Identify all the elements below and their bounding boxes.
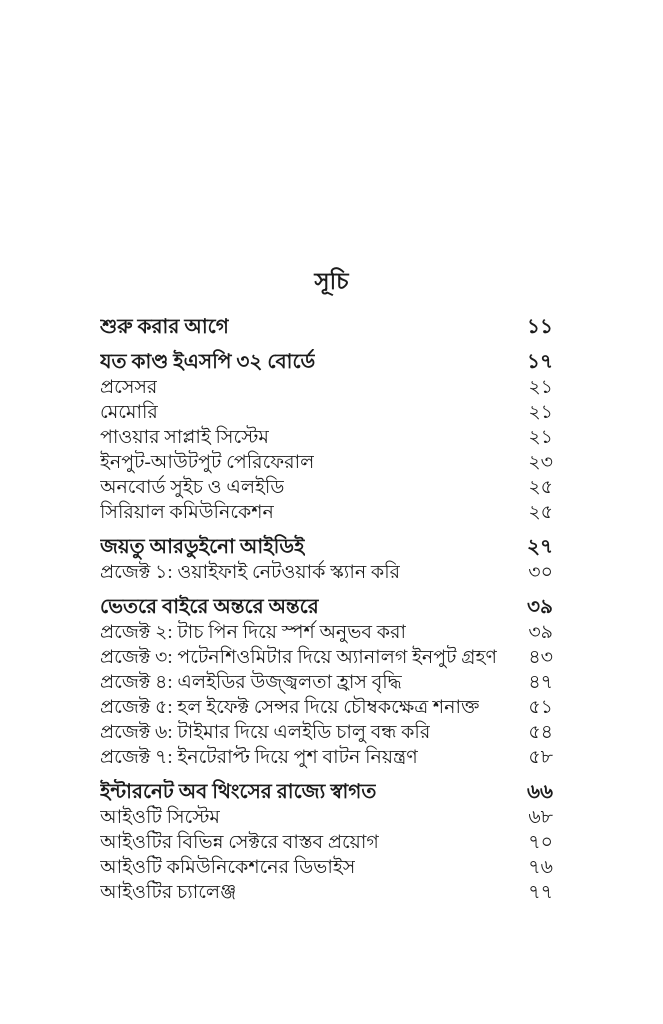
toc-page-number: ৭০ (528, 832, 553, 853)
toc-entry-label: প্রজেক্ট ৫: হল ইফেক্ট সেন্সর দিয়ে চৌম্বকক্ষেত্র শনাক্ত (100, 697, 480, 718)
toc-entry (100, 805, 553, 830)
toc-page-number: ৫১ (528, 697, 553, 718)
toc-section-header (100, 779, 553, 805)
toc-page-number: ২৫ (528, 502, 553, 523)
toc-entry (100, 670, 553, 695)
toc-page-number: ৪৭ (528, 672, 553, 693)
toc-entry-label: ইনপুট-আউটপুট পেরিফেরাল (100, 452, 315, 473)
toc-section-header (100, 594, 553, 620)
toc-page-number: ৬৮ (528, 807, 553, 828)
toc-section-title: শুরু করার আগে (100, 316, 229, 338)
toc-entry (100, 450, 553, 475)
toc-page-number: ২৫ (528, 477, 553, 498)
toc-entry (100, 375, 553, 400)
toc-section-title: ইন্টারনেট অব থিংসের রাজ্যে স্বাগত (100, 781, 377, 803)
toc-entry (100, 720, 553, 745)
toc-entry-label: অনবোর্ড সুইচ ও এলইডি (100, 477, 285, 498)
toc-entry-label: প্রজেক্ট ৭: ইনটেরাপ্ট দিয়ে পুশ বাটন নিয়ন্ত্রণ (100, 747, 418, 768)
toc-page-number: ৭৭ (528, 882, 553, 903)
toc-entry-label: মেমোরি (100, 402, 158, 423)
toc-entry-label: প্রসেসর (100, 377, 158, 398)
toc-page-number: ২১ (528, 377, 553, 398)
toc-section-title: যত কাণ্ড ইএসপি ৩২ বোর্ডে (100, 351, 316, 373)
toc-page-number: ২১ (528, 402, 553, 423)
toc-page-number: ২১ (528, 427, 553, 448)
table-of-contents (100, 314, 553, 905)
toc-entry-label: আইওটি সিস্টেম (100, 807, 220, 828)
toc-section-header (100, 349, 553, 375)
toc-page-number: ৫৮ (528, 747, 553, 768)
toc-entry (100, 745, 553, 770)
toc-section (100, 314, 553, 340)
toc-section (100, 349, 553, 525)
toc-page-number: ২৩ (528, 452, 553, 473)
toc-entry (100, 645, 553, 670)
toc-entry-label: আইওটির চ্যালেঞ্জ (100, 882, 237, 903)
toc-entry (100, 695, 553, 720)
page-title: সূচি (314, 269, 349, 294)
toc-entry-label: প্রজেক্ট ৩: পটেনশিওমিটার দিয়ে অ্যানালগ ইনপুট গ্রহণ (100, 647, 497, 668)
toc-page-number: ৩৯ (528, 622, 553, 643)
toc-entry-label: পাওয়ার সাপ্লাই সিস্টেম (100, 427, 269, 448)
toc-section-title: ভেতরে বাইরে অন্তরে অন্তরে (100, 596, 319, 618)
toc-entry-label: আইওটির বিভিন্ন সেক্টরে বাস্তব প্রয়োগ (100, 832, 379, 853)
toc-entry-label: আইওটি কমিউনিকেশনের ডিভাইস (100, 857, 356, 878)
toc-page-number: ১৭ (527, 351, 553, 373)
toc-section-header (100, 534, 553, 560)
toc-page-number: ৫৪ (528, 722, 553, 743)
toc-entry (100, 830, 553, 855)
toc-entry (100, 400, 553, 425)
toc-page-number: ১১ (527, 316, 553, 338)
toc-section-header (100, 314, 553, 340)
toc-page-number: ৬৬ (526, 781, 553, 803)
toc-entry (100, 425, 553, 450)
toc-entry (100, 880, 553, 905)
toc-entry (100, 620, 553, 645)
toc-section (100, 534, 553, 585)
toc-entry-label: প্রজেক্ট ৪: এলইডির উজ্জ্বলতা হ্রাস বৃদ্ধি (100, 672, 402, 693)
toc-page-number: ৪৩ (528, 647, 553, 668)
toc-entry-label: প্রজেক্ট ২: টাচ পিন দিয়ে স্পর্শ অনুভব করা (100, 622, 407, 643)
toc-page-number: ২৭ (526, 536, 553, 558)
toc-section (100, 779, 553, 905)
toc-section-title: জয়তু আরডুইনো আইডিই (100, 536, 305, 558)
toc-entry-label: প্রজেক্ট ৬: টাইমার দিয়ে এলইডি চালু বন্ধ করি (100, 722, 431, 743)
toc-entry-label: প্রজেক্ট ১: ওয়াইফাই নেটওয়ার্ক স্ক্যান করি (100, 562, 401, 583)
toc-entry (100, 500, 553, 525)
toc-entry-label: সিরিয়াল কমিউনিকেশন (100, 502, 274, 523)
toc-section (100, 594, 553, 770)
toc-page-number: ৩০ (528, 562, 553, 583)
toc-page-number: ৩৯ (527, 596, 553, 618)
toc-entry (100, 855, 553, 880)
toc-page-number: ৭৬ (528, 857, 553, 878)
toc-entry (100, 475, 553, 500)
toc-entry (100, 560, 553, 585)
